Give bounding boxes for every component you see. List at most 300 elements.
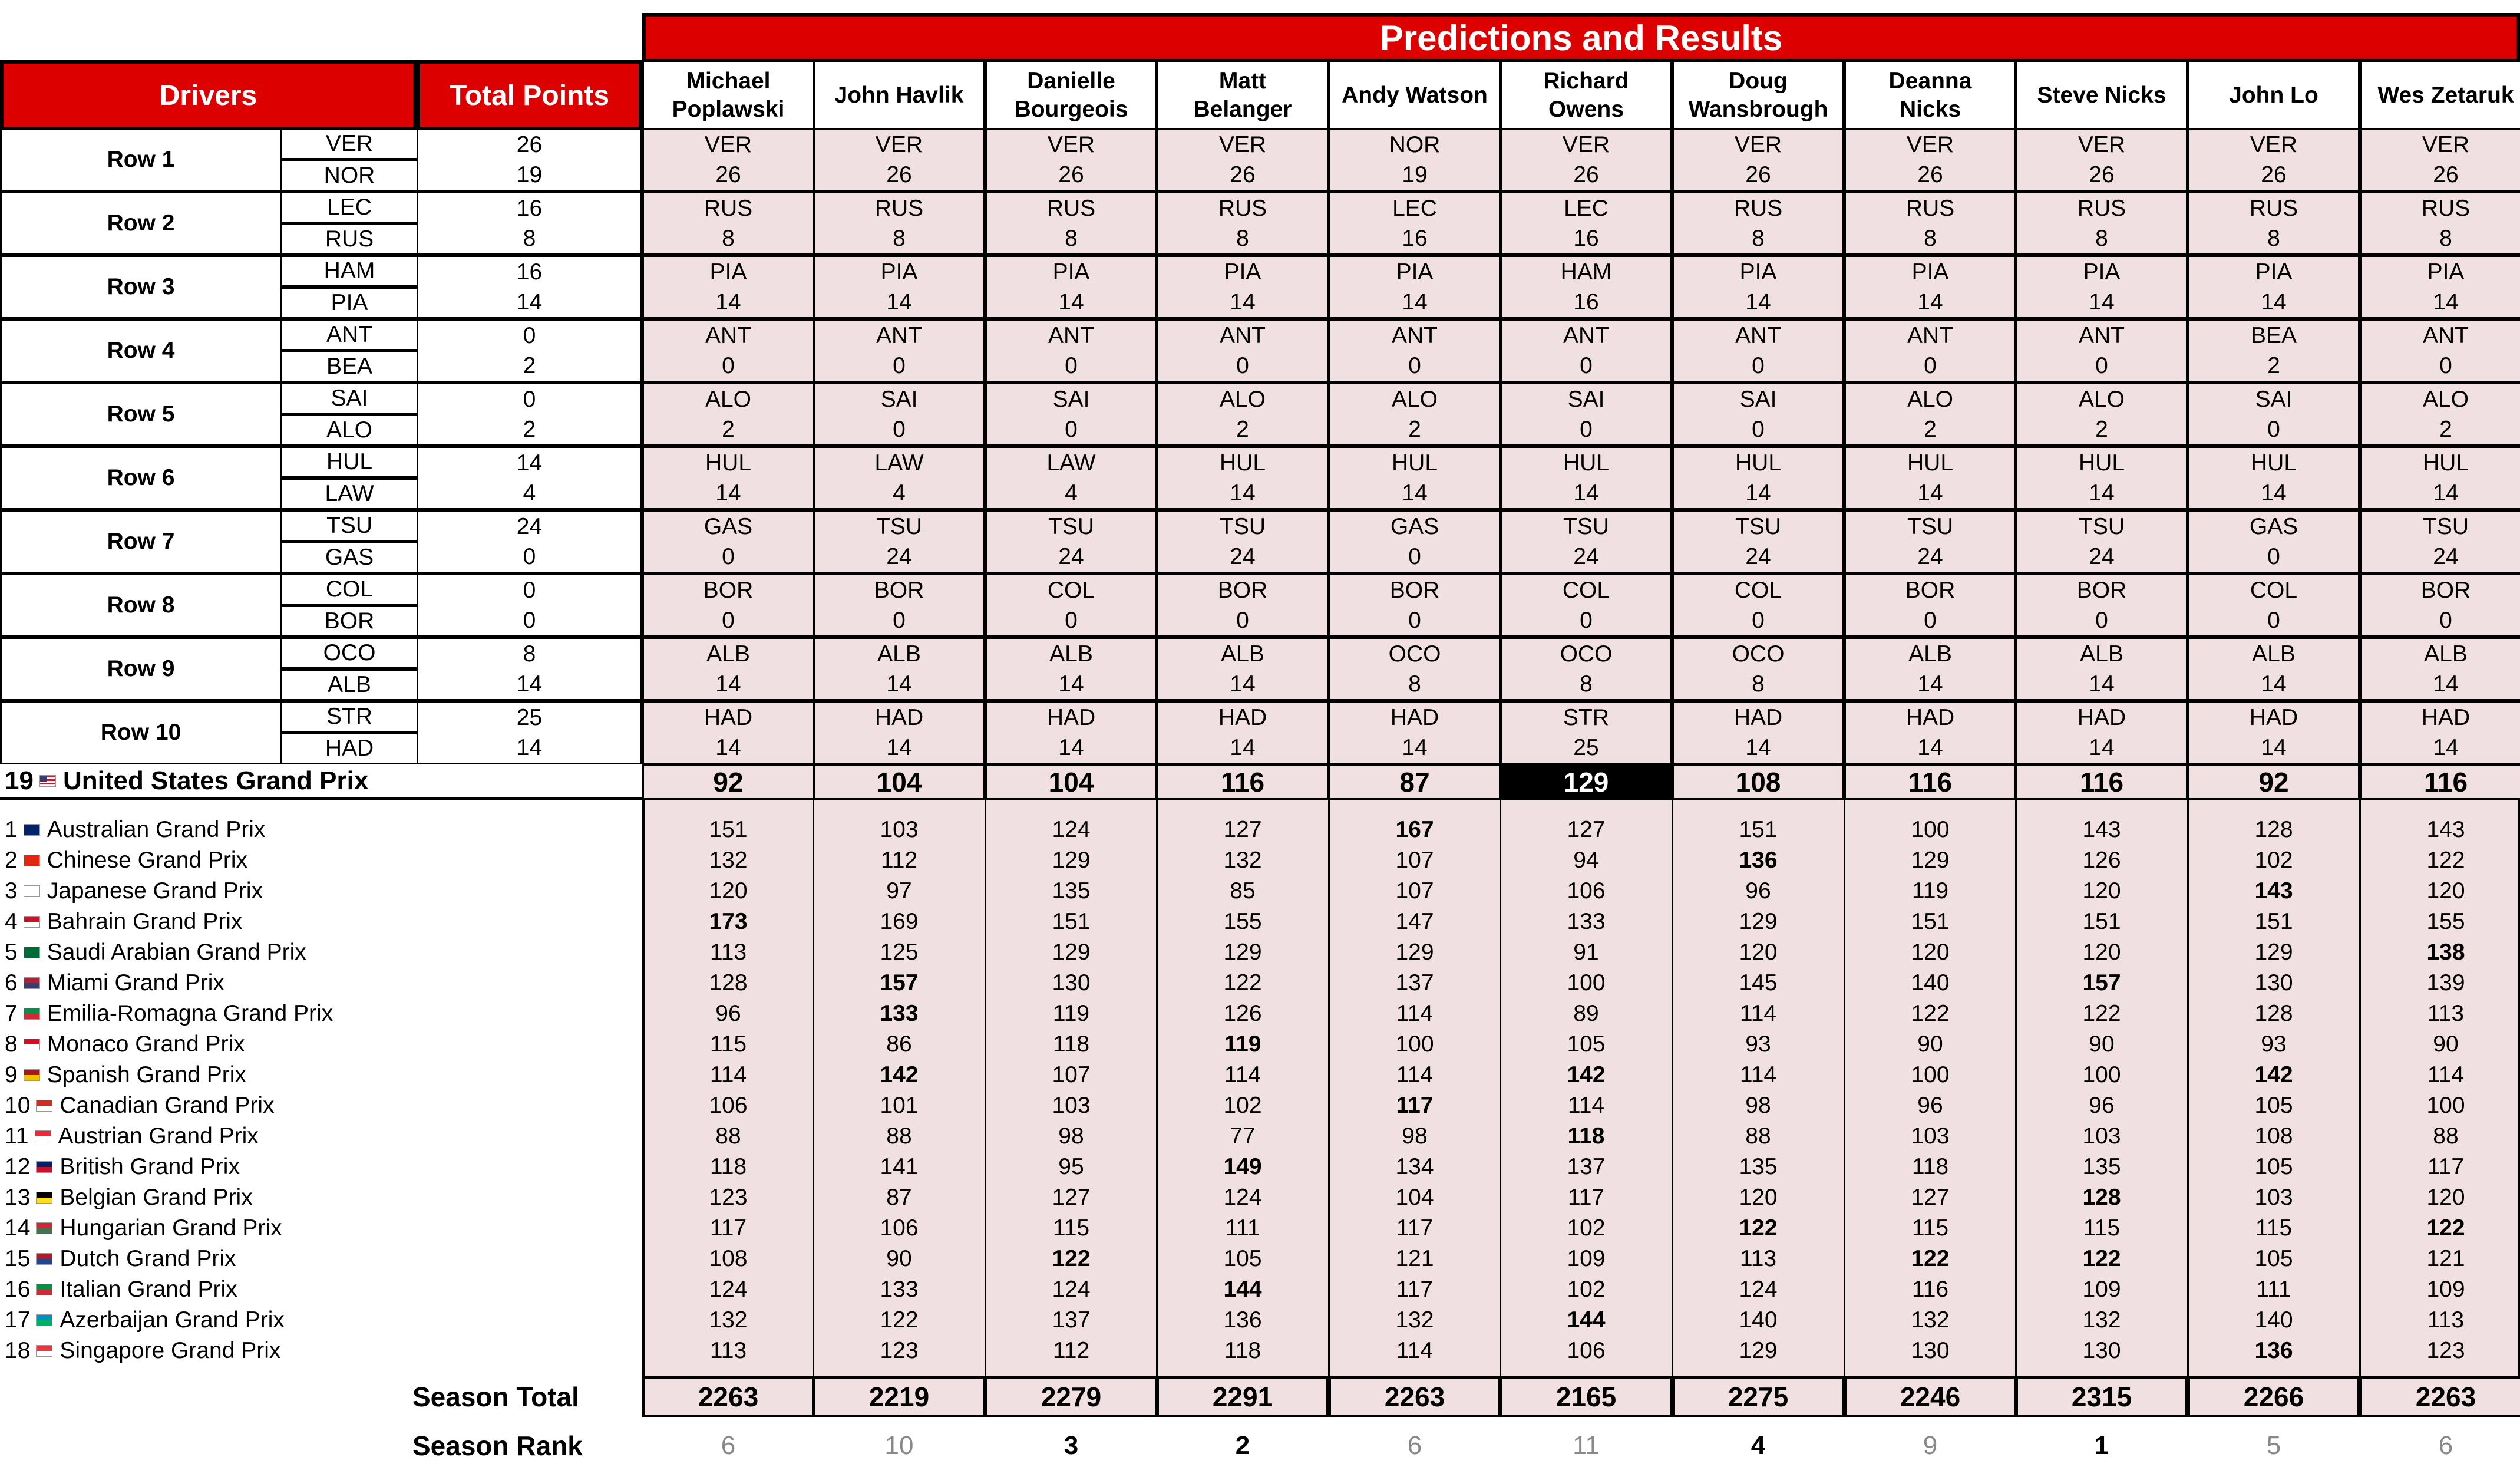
race-score-value: 106 (880, 1215, 919, 1241)
row-label-cell (0, 128, 282, 192)
driver-code: BEA (326, 354, 373, 379)
race-score (1157, 1090, 1329, 1121)
prediction-points: 14 (1745, 734, 1771, 760)
race-score (985, 1121, 1157, 1152)
race-score-value: 111 (1225, 1215, 1260, 1241)
prediction-points: 8 (1580, 671, 1593, 697)
race-score (2360, 1152, 2520, 1182)
race-score (813, 937, 985, 968)
prediction-cell (1500, 192, 1672, 255)
race-score (2188, 937, 2360, 968)
race-score (1329, 1336, 1501, 1366)
race-score (1157, 1121, 1329, 1152)
race-score (2188, 1182, 2360, 1213)
prediction-points: 8 (2439, 225, 2452, 251)
prediction-cell (1157, 383, 1329, 446)
season-rank-cell (813, 1425, 985, 1466)
prediction-cell (1844, 573, 2016, 637)
prediction-cell (2188, 128, 2360, 192)
race-score (2360, 1060, 2520, 1090)
race-score-value: 107 (1052, 1062, 1091, 1087)
prediction-cell (1844, 701, 2016, 764)
race-score-value: 124 (1052, 1277, 1091, 1302)
season-rank-value: 2 (1235, 1431, 1250, 1460)
race-score-value: 100 (1567, 970, 1606, 995)
race-score (985, 1060, 1157, 1090)
race-name: Bahrain Grand Prix (47, 909, 243, 934)
prediction-cell (813, 383, 985, 446)
race-score (1672, 815, 1844, 845)
points-cell (417, 510, 642, 573)
race-score (1500, 1090, 1672, 1121)
race-score-value: 122 (2082, 1246, 2121, 1271)
prediction-driver: BOR (1217, 577, 1268, 603)
race-score (1500, 1244, 1672, 1274)
prediction-cell (2360, 637, 2520, 701)
drivers-header (0, 60, 417, 131)
prediction-cell (642, 319, 814, 383)
race-score-value: 90 (2433, 1031, 2459, 1057)
race-score (1329, 1121, 1501, 1152)
race-total-cell (985, 764, 1157, 800)
season-total-value: 2291 (1212, 1382, 1273, 1412)
race-score (1672, 845, 1844, 876)
driver-code-cell (280, 383, 419, 414)
race-score (642, 1336, 814, 1366)
race-score (1500, 815, 1672, 845)
race-score-value: 96 (1917, 1093, 1943, 1118)
prediction-driver: HUL (1907, 450, 1954, 476)
prediction-driver: HAD (2421, 704, 2471, 730)
prediction-cell (1500, 573, 1672, 637)
driver-code-cell (280, 446, 419, 478)
prediction-points: 14 (2261, 289, 2287, 315)
prediction-driver: RUS (704, 195, 753, 221)
race-number: 8 (5, 1031, 18, 1057)
prediction-driver: HAD (1390, 704, 1439, 730)
prediction-points: 0 (1580, 352, 1593, 378)
prediction-points: 8 (722, 225, 735, 251)
race-row-label (0, 1336, 636, 1366)
prediction-cell (1157, 573, 1329, 637)
prediction-driver: GAS (1390, 513, 1439, 539)
race-score-value: 96 (2089, 1093, 2115, 1118)
page-title: Predictions and Results (1379, 18, 1783, 58)
prediction-driver: PIA (2083, 259, 2121, 285)
race-score (1157, 968, 1329, 998)
race-score-value: 127 (1911, 1185, 1950, 1210)
race-name: Emilia-Romagna Grand Prix (47, 1001, 333, 1026)
participant-name: John Havlik (834, 83, 964, 108)
prediction-points: 14 (715, 671, 741, 697)
race-score-value: 114 (2427, 1062, 2465, 1087)
season-total-cell (985, 1376, 1157, 1417)
race-score-value: 140 (2254, 1307, 2293, 1333)
race-score (1844, 815, 2016, 845)
prediction-cell (1500, 637, 1672, 701)
race-score-value: 132 (1223, 848, 1262, 873)
season-total-value: 2315 (2071, 1382, 2132, 1412)
prediction-cell (1672, 573, 1844, 637)
race-score (642, 968, 814, 998)
prediction-points: 19 (1402, 161, 1428, 187)
race-name: Chinese Grand Prix (47, 848, 248, 873)
race-score (1329, 968, 1501, 998)
prediction-points: 14 (1402, 289, 1428, 315)
race-score (1329, 1182, 1501, 1213)
race-score-value: 143 (2082, 817, 2121, 842)
prediction-driver: SAI (1739, 386, 1777, 412)
points-cell (417, 128, 642, 192)
prediction-driver: HAD (704, 704, 753, 730)
prediction-cell (2016, 383, 2188, 446)
participant-name: Doug Wansbrough (1688, 68, 1828, 122)
participant-header (1844, 60, 2016, 131)
flag-icon (36, 1161, 52, 1173)
prediction-driver: RUS (2077, 195, 2126, 221)
prediction-cell (1329, 637, 1501, 701)
prediction-points: 14 (1058, 734, 1084, 760)
race-score (1329, 1029, 1501, 1060)
prediction-points: 2 (2267, 352, 2280, 378)
race-score-value: 129 (2254, 939, 2293, 965)
race-score-value: 119 (1911, 878, 1949, 904)
race-score (1844, 1336, 2016, 1366)
race-score-value: 98 (1402, 1123, 1428, 1149)
flag-icon (36, 1284, 52, 1295)
race-score (1157, 1244, 1329, 1274)
season-rank-value: 11 (1573, 1431, 1600, 1460)
season-total-cell (1329, 1376, 1501, 1417)
race-score (2016, 876, 2188, 906)
prediction-driver: ANT (1563, 322, 1609, 348)
prediction-points: 14 (2433, 671, 2459, 697)
season-total-value: 2266 (2243, 1382, 2304, 1412)
race-name: Spanish Grand Prix (47, 1062, 246, 1087)
prediction-points: 0 (1752, 352, 1765, 378)
prediction-points: 14 (1745, 289, 1771, 315)
race-score (1672, 876, 1844, 906)
prediction-points: 14 (1917, 734, 1943, 760)
season-total-cell (1157, 1376, 1329, 1417)
race-score-value: 132 (709, 848, 748, 873)
race-total-cell (2016, 764, 2188, 800)
participant-name: Steve Nicks (2037, 83, 2166, 108)
race-score (813, 815, 985, 845)
prediction-points: 0 (1065, 352, 1078, 378)
race-score-value: 112 (880, 848, 918, 873)
driver-code-cell (280, 733, 419, 764)
race-score (1672, 1336, 1844, 1366)
prediction-points: 2 (2439, 416, 2452, 442)
flag-icon (24, 885, 40, 897)
race-score-value: 151 (709, 817, 748, 842)
race-score (2360, 1213, 2520, 1244)
race-score (2188, 1121, 2360, 1152)
race-score-value: 102 (1567, 1215, 1606, 1241)
driver-code-cell (280, 319, 419, 351)
flag-icon (24, 824, 40, 836)
race-score (813, 906, 985, 937)
prediction-points: 14 (2261, 734, 2287, 760)
prediction-driver: ANT (2079, 322, 2125, 348)
season-total-cell (2188, 1376, 2360, 1417)
prediction-driver: COL (1047, 577, 1095, 603)
participant-header (2188, 60, 2360, 131)
prediction-points: 0 (2267, 416, 2280, 442)
prediction-points: 26 (715, 161, 741, 187)
flag-icon (36, 1100, 52, 1112)
race-score-value: 114 (1224, 1062, 1261, 1087)
race-score-value: 149 (1223, 1154, 1262, 1179)
row-label-cell (0, 637, 282, 701)
race-score-value: 132 (1911, 1307, 1950, 1333)
season-rank-value: 1 (2094, 1431, 2109, 1460)
participant-header (2016, 60, 2188, 131)
prediction-driver: VER (2422, 131, 2470, 157)
prediction-cell (1672, 383, 1844, 446)
race-score-value: 105 (2254, 1154, 2293, 1179)
race-score (813, 1121, 985, 1152)
prediction-points: 14 (1917, 480, 1943, 506)
race-score (1157, 1060, 1329, 1090)
race-total-value: 87 (1399, 767, 1430, 797)
prediction-cell (813, 128, 985, 192)
race-score-value: 139 (2426, 970, 2465, 995)
prediction-cell (1157, 319, 1329, 383)
race-score (2016, 1274, 2188, 1305)
driver-points: 26 (516, 131, 543, 157)
driver-code: ANT (326, 322, 372, 347)
row-label: Row 2 (107, 210, 175, 236)
race-score-value: 147 (1395, 909, 1434, 934)
race-score-value: 126 (2082, 848, 2121, 873)
race-score-value: 142 (1567, 1062, 1606, 1087)
prediction-points: 8 (1408, 671, 1421, 697)
season-total-value: 2246 (1900, 1382, 1961, 1412)
race-score (1500, 876, 1672, 906)
driver-code-cell (280, 637, 419, 669)
points-cell (417, 255, 642, 319)
race-name: Japanese Grand Prix (47, 878, 263, 904)
prediction-driver: BOR (2420, 577, 2471, 603)
prediction-driver: VER (1734, 131, 1782, 157)
race-score-value: 135 (2082, 1154, 2121, 1179)
race-score-value: 133 (1567, 909, 1606, 934)
prediction-cell (1329, 255, 1501, 319)
race-score (1844, 876, 2016, 906)
prediction-points: 14 (1230, 289, 1256, 315)
prediction-driver: VER (2078, 131, 2126, 157)
prediction-driver: HAD (1046, 704, 1096, 730)
race-score-value: 118 (709, 1154, 747, 1179)
season-total-cell (813, 1376, 985, 1417)
prediction-points: 0 (1236, 607, 1249, 633)
prediction-driver: PIA (1224, 259, 1261, 285)
driver-points: 16 (516, 195, 543, 221)
race-score-value: 98 (1745, 1093, 1771, 1118)
prediction-cell (2016, 128, 2188, 192)
prediction-cell (985, 192, 1157, 255)
race-score (1500, 906, 1672, 937)
prediction-driver: ALO (1907, 386, 1954, 412)
prediction-driver: HAD (2249, 704, 2298, 730)
race-number: 1 (5, 817, 18, 842)
prediction-driver: HAD (874, 704, 924, 730)
flag-icon (36, 1192, 52, 1204)
prediction-cell (2360, 128, 2520, 192)
race-total-cell (2360, 764, 2520, 800)
prediction-cell (642, 383, 814, 446)
race-score (642, 1121, 814, 1152)
prediction-cell (2016, 319, 2188, 383)
race-score-value: 133 (880, 1001, 919, 1026)
race-score-value: 124 (1739, 1277, 1778, 1302)
race-score (2360, 1029, 2520, 1060)
race-score-value: 88 (1745, 1123, 1771, 1149)
prediction-points: 25 (1573, 734, 1599, 760)
prediction-driver: BOR (2076, 577, 2127, 603)
flag-icon (24, 977, 40, 989)
race-row-label (0, 876, 636, 906)
race-score-value: 97 (886, 878, 912, 904)
race-score-value: 118 (1224, 1338, 1261, 1363)
prediction-cell (1329, 383, 1501, 446)
driver-code: ALB (328, 672, 371, 697)
prediction-points: 26 (2089, 161, 2115, 187)
race-score-value: 91 (1573, 939, 1599, 965)
prediction-driver: PIA (2427, 259, 2465, 285)
prediction-driver: BOR (1905, 577, 1956, 603)
race-score (1844, 1090, 2016, 1121)
prediction-driver: TSU (1048, 513, 1094, 539)
race-name: Hungarian Grand Prix (60, 1215, 282, 1241)
prediction-cell (985, 510, 1157, 573)
driver-code: HUL (326, 449, 373, 474)
race-score-value: 122 (1911, 1001, 1950, 1026)
prediction-points: 0 (722, 607, 735, 633)
flag-icon (24, 1039, 40, 1050)
prediction-driver: OCO (1560, 641, 1613, 667)
prediction-cell (642, 446, 814, 510)
prediction-driver: RUS (2249, 195, 2298, 221)
race-score (2360, 1244, 2520, 1274)
prediction-points: 14 (2261, 671, 2287, 697)
race-score (1672, 1152, 1844, 1182)
race-score (1672, 1029, 1844, 1060)
prediction-cell (1672, 128, 1844, 192)
race-score (985, 906, 1157, 937)
season-rank-value: 6 (1407, 1431, 1422, 1460)
race-score (2016, 998, 2188, 1029)
race-score (2188, 906, 2360, 937)
row-label-cell (0, 701, 282, 764)
race-score (813, 845, 985, 876)
prediction-points: 14 (1917, 289, 1943, 315)
race-score-value: 114 (709, 1062, 747, 1087)
race-score-value: 112 (1052, 1338, 1090, 1363)
race-score (2016, 1244, 2188, 1274)
prediction-cell (2016, 192, 2188, 255)
race-score (1157, 1029, 1329, 1060)
race-score-value: 127 (1223, 817, 1262, 842)
race-number: 15 (5, 1246, 31, 1271)
prediction-driver: RUS (1905, 195, 1955, 221)
prediction-driver: ALB (1908, 641, 1952, 667)
race-score-value: 105 (1223, 1246, 1262, 1271)
prediction-points: 0 (2439, 607, 2452, 633)
prediction-driver: TSU (1563, 513, 1609, 539)
race-score-value: 119 (1052, 1001, 1090, 1026)
prediction-cell (813, 319, 985, 383)
race-name: Saudi Arabian Grand Prix (47, 939, 306, 965)
race-score-value: 130 (2254, 970, 2293, 995)
prediction-points: 24 (1573, 543, 1599, 569)
prediction-driver: LAW (874, 450, 924, 476)
prediction-points: 16 (1402, 225, 1428, 251)
prediction-driver: ALO (1219, 386, 1266, 412)
race-score (1500, 1060, 1672, 1090)
prediction-points: 0 (1924, 607, 1937, 633)
prediction-cell (642, 255, 814, 319)
prediction-driver: ANT (1735, 322, 1781, 348)
race-score (2188, 845, 2360, 876)
flag-icon (36, 1314, 52, 1326)
race-score-value: 103 (2082, 1123, 2121, 1149)
race-score-value: 123 (2426, 1338, 2465, 1363)
prediction-cell (1329, 446, 1501, 510)
driver-code: GAS (325, 545, 374, 570)
row-label-cell (0, 446, 282, 510)
participant-name: Wes Zetaruk (2377, 83, 2514, 108)
prediction-driver: HUL (2422, 450, 2469, 476)
race-score-value: 151 (2254, 909, 2293, 934)
driver-code-cell (280, 478, 419, 510)
prediction-cell (1157, 701, 1329, 764)
season-rank-cell (1329, 1425, 1501, 1466)
race-score (642, 815, 814, 845)
race-score-value: 113 (709, 1338, 747, 1363)
race-score-value: 114 (1396, 1062, 1434, 1087)
prediction-cell (2188, 319, 2360, 383)
race-score (1500, 1182, 1672, 1213)
race-score (1844, 906, 2016, 937)
prediction-cell (2016, 637, 2188, 701)
prediction-points: 2 (1924, 416, 1937, 442)
prediction-cell (1329, 319, 1501, 383)
driver-points: 4 (523, 480, 536, 506)
prediction-driver: ALB (2252, 641, 2296, 667)
race-score-value: 144 (1223, 1277, 1262, 1302)
season-rank-value: 4 (1751, 1431, 1766, 1460)
race-score (642, 1305, 814, 1336)
prediction-points: 26 (886, 161, 912, 187)
race-score-value: 113 (709, 939, 747, 965)
race-score (2016, 1152, 2188, 1182)
race-score (2360, 845, 2520, 876)
prediction-driver: ALB (706, 641, 750, 667)
prediction-driver: RUS (1733, 195, 1783, 221)
driver-code: PIA (331, 290, 368, 315)
race-score-value: 77 (1230, 1123, 1256, 1149)
prediction-points: 0 (1580, 416, 1593, 442)
race-score (1500, 1152, 1672, 1182)
race-score (813, 1274, 985, 1305)
race-score (1329, 876, 1501, 906)
prediction-driver: VER (1047, 131, 1095, 157)
prediction-driver: BOR (1389, 577, 1440, 603)
race-score-value: 129 (1223, 939, 1262, 965)
